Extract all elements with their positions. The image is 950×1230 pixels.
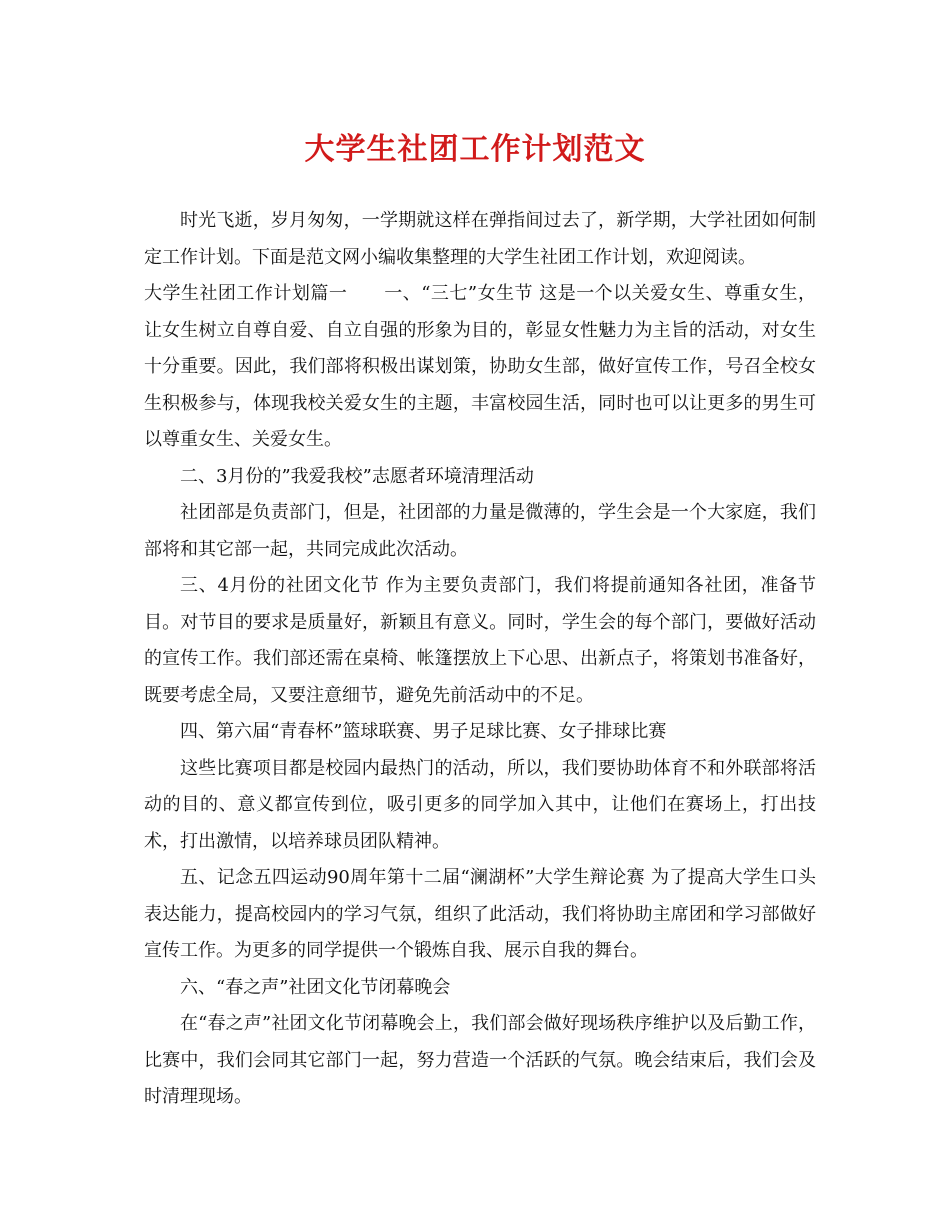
document-body	[144, 203, 816, 1116]
paragraph-five: 五、记念五四运动90周年第十二届“澜湖杯”大学生辩论赛 为了提高大学生口头表达能力，提高校园内的学习气氛，组织了此活动，我们将协助主席团和学习部做好宣传工作。为更多的同学提供一个锻炼自我、展示自我的舞台。	[144, 867, 816, 961]
paragraph-three: 三、4月份的社团文化节 作为主要负责部门，我们将提前通知各社团，准备节目。对节目的要求是质量好，新颖且有意义。同时，学生会的每个部门，要做好活动的宣传工作。我们部还需在桌椅、帐篷摆放上下心思、出新点子，将策划书准备好，既要考虑全局，又要注意细节，避免先前活动中的不足。	[144, 575, 816, 706]
paragraph-heading-two: 二、3月份的”我爱我校”志愿者环境清理活动	[180, 465, 534, 487]
paragraph-body-six: 在“春之声”社团文化节闭幕晚会上，我们部会做好现场秩序维护以及后勤工作，比赛中，我们会同其它部门一起，努力营造一个活跃的气氛。晚会结束后，我们会及时清理现场。	[144, 1013, 816, 1107]
paragraph-intro: 时光飞逝，岁月匆匆，一学期就这样在弹指间过去了，新学期，大学社团如何制定工作计划。下面是范文网小编收集整理的大学生社团工作计划，欢迎阅读。	[144, 210, 816, 268]
document-title: 大学生社团工作计划范文	[304, 132, 646, 167]
paragraph-body-four: 这些比赛项目都是校园内最热门的活动，所以，我们要协助体育不和外联部将活动的目的、意义都宣传到位，吸引更多的同学加入其中，让他们在赛场上，打出技术，打出激情，以培养球员团队精神。	[144, 757, 816, 852]
paragraph-body-two: 社团部是负责部门，但是，社团部的力量是微薄的，学生会是一个大家庭，我们部将和其它部一起，共同完成此次活动。	[144, 502, 816, 560]
paragraph-plan-one: 大学生社团工作计划篇一 一、“三七”女生节 这是一个以关爱女生、尊重女生，让女生树立自尊自爱、自立自强的形象为目的，彰显女性魅力为主旨的活动，对女生十分重要。因此，我们部将积极出谋划策，协助女生部，做好宣传工作，号召全校女生积极参与，体现我校关爱女生的主题，丰富校园生活，同时也可以让更多的男生可以尊重女生、关爱女生。	[144, 283, 816, 450]
paragraph-heading-six: 六、“春之声”社团文化节闭幕晚会	[180, 976, 451, 998]
paragraph-heading-four: 四、第六届“青春杯”篮球联赛、男子足球比赛、女子排球比赛	[180, 721, 667, 742]
